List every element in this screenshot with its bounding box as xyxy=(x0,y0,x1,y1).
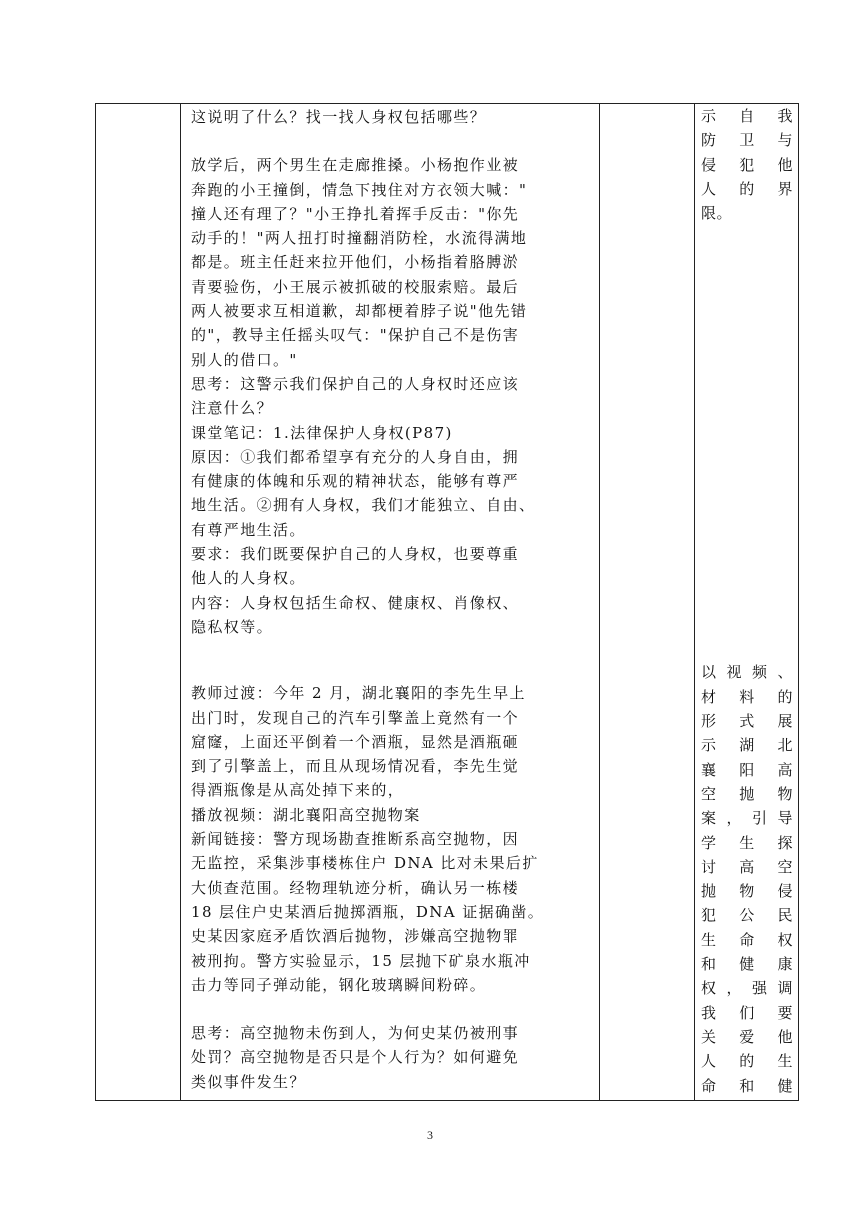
content-line: 18 层住户史某酒后抛掷酒瓶，DNA 证据确凿。 xyxy=(191,902,545,921)
content-line: 思考：高空抛物未伤到人，为何史某仍被刑事 xyxy=(191,1024,520,1043)
content-line: 这说明了什么？找一找人身权包括哪些？ xyxy=(191,108,487,126)
intent-line: 学生探 xyxy=(701,833,793,852)
intent-line: 形式展 xyxy=(701,712,793,731)
design-intent xyxy=(701,104,793,1098)
intent-line: 示湖北 xyxy=(701,736,793,755)
content-line: 有健康的体魄和乐观的精神状态，能够有尊严 xyxy=(191,472,520,491)
intent-line: 抛物侵 xyxy=(701,882,793,901)
content-line: 史某因家庭矛盾饮酒后抛物，涉嫌高空抛物罪 xyxy=(191,927,520,946)
teaching-content-cell xyxy=(181,104,600,1101)
intent-line: 讨高空 xyxy=(701,857,793,876)
content-line: 类似事件发生？ xyxy=(191,1072,306,1091)
page-number: 3 xyxy=(427,1128,433,1142)
content-line: 他人的人身权。 xyxy=(191,569,306,588)
content-line: 到了引擎盖上，而且从现场情况看，李先生觉 xyxy=(191,757,520,776)
content-line: 播放视频：湖北襄阳高空抛物案 xyxy=(191,805,421,824)
content-line: 无监控，采集涉事楼栋住户 DNA 比对未果后扩 xyxy=(191,854,539,873)
intent-line: 生命权 xyxy=(701,930,793,949)
intent-line: 材料的 xyxy=(701,687,793,706)
content-line: 注意什么？ xyxy=(191,399,274,418)
intent-line: 示自我 xyxy=(701,107,793,125)
content-line: 教师过渡：今年 2 月，湖北襄阳的李先生早上 xyxy=(191,684,526,703)
content-line: 两人被要求互相道歉，却都梗着脖子说"他先错 xyxy=(191,302,528,321)
content-line: 原因：①我们都希望享有充分的人身自由，拥 xyxy=(191,447,520,466)
intent-line: 犯公民 xyxy=(701,906,793,925)
intent-line: 以视频、 xyxy=(701,663,793,682)
content-line: 击力等同子弹动能，钢化玻璃瞬间粉碎。 xyxy=(191,975,487,994)
content-line: 内容：人身权包括生命权、健康权、肖像权、 xyxy=(191,593,520,612)
content-line: 奔跑的小王撞倒，情急下拽住对方衣领大喊：" xyxy=(191,180,528,199)
intent-line: 和健康 xyxy=(701,955,793,974)
empty-column-cell xyxy=(96,104,181,1101)
table-row xyxy=(96,104,799,1101)
content-line: 思考：这警示我们保护自己的人身权时还应该 xyxy=(191,374,520,393)
intent-line: 案，引导 xyxy=(701,809,793,828)
content-line: 大侦查范围。经物理轨迹分析，确认另一栋楼 xyxy=(191,878,520,897)
content-line: 处罚？高空抛物是否只是个人行为？如何避免 xyxy=(191,1048,520,1067)
intent-line: 关爱他 xyxy=(701,1027,793,1046)
content-line: 窟窿，上面还平倒着一个酒瓶，显然是酒瓶砸 xyxy=(191,732,520,751)
content-line: 要求：我们既要保护自己的人身权，也要尊重 xyxy=(191,545,520,564)
content-line: 地生活。②拥有人身权，我们才能独立、自由、 xyxy=(191,496,536,515)
intent-line: 人的生 xyxy=(701,1052,793,1071)
content-line: 有尊严地生活。 xyxy=(191,520,306,539)
content-line: 青要验伤，小王展示被抓破的校服索赔。最后 xyxy=(191,277,520,296)
intent-line: 权，强调 xyxy=(701,979,793,998)
content-line: 出门时，发现自己的汽车引擎盖上竟然有一个 xyxy=(191,708,520,727)
content-line: 隐私权等。 xyxy=(191,617,274,636)
intent-line: 人的界 xyxy=(701,179,793,198)
intent-line: 限。 xyxy=(701,204,733,223)
design-intent-cell xyxy=(695,104,799,1101)
content-line: 课堂笔记：1.法律保护人身权(P87) xyxy=(191,423,453,442)
intent-line: 空抛物 xyxy=(701,784,793,803)
intent-line: 防卫与 xyxy=(701,131,793,150)
intent-block-1 xyxy=(701,104,793,225)
content-line: 放学后，两个男生在走廊推搡。小杨抱作业被 xyxy=(191,156,520,175)
intent-block-2 xyxy=(701,660,793,1097)
student-activity-cell xyxy=(600,104,695,1101)
intent-line: 侵犯他 xyxy=(701,155,793,174)
content-line: 别人的借口。" xyxy=(191,350,298,369)
content-line: 被刑拘。警方实验显示，15 层抛下矿泉水瓶冲 xyxy=(191,951,531,970)
content-line: 撞人还有理了？"小王挣扎着挥手反击："你先 xyxy=(191,204,520,223)
intent-line: 命和健 xyxy=(701,1076,793,1095)
lesson-plan-table xyxy=(95,103,799,1101)
teaching-content xyxy=(191,104,591,1094)
intent-line: 我们要 xyxy=(701,1003,793,1022)
content-line: 都是。班主任赶来拉开他们，小杨指着胳膊淤 xyxy=(191,253,520,272)
content-line: 得酒瓶像是从高处掉下来的， xyxy=(191,781,405,800)
content-line: 的"，教导主任摇头叹气："保护自己不是伤害 xyxy=(191,326,520,345)
intent-line: 襄阳高 xyxy=(701,760,793,779)
content-line: 新闻链接：警方现场勘查推断系高空抛物，因 xyxy=(191,830,520,849)
content-line: 动手的！"两人扭打时撞翻消防栓，水流得满地 xyxy=(191,229,528,248)
